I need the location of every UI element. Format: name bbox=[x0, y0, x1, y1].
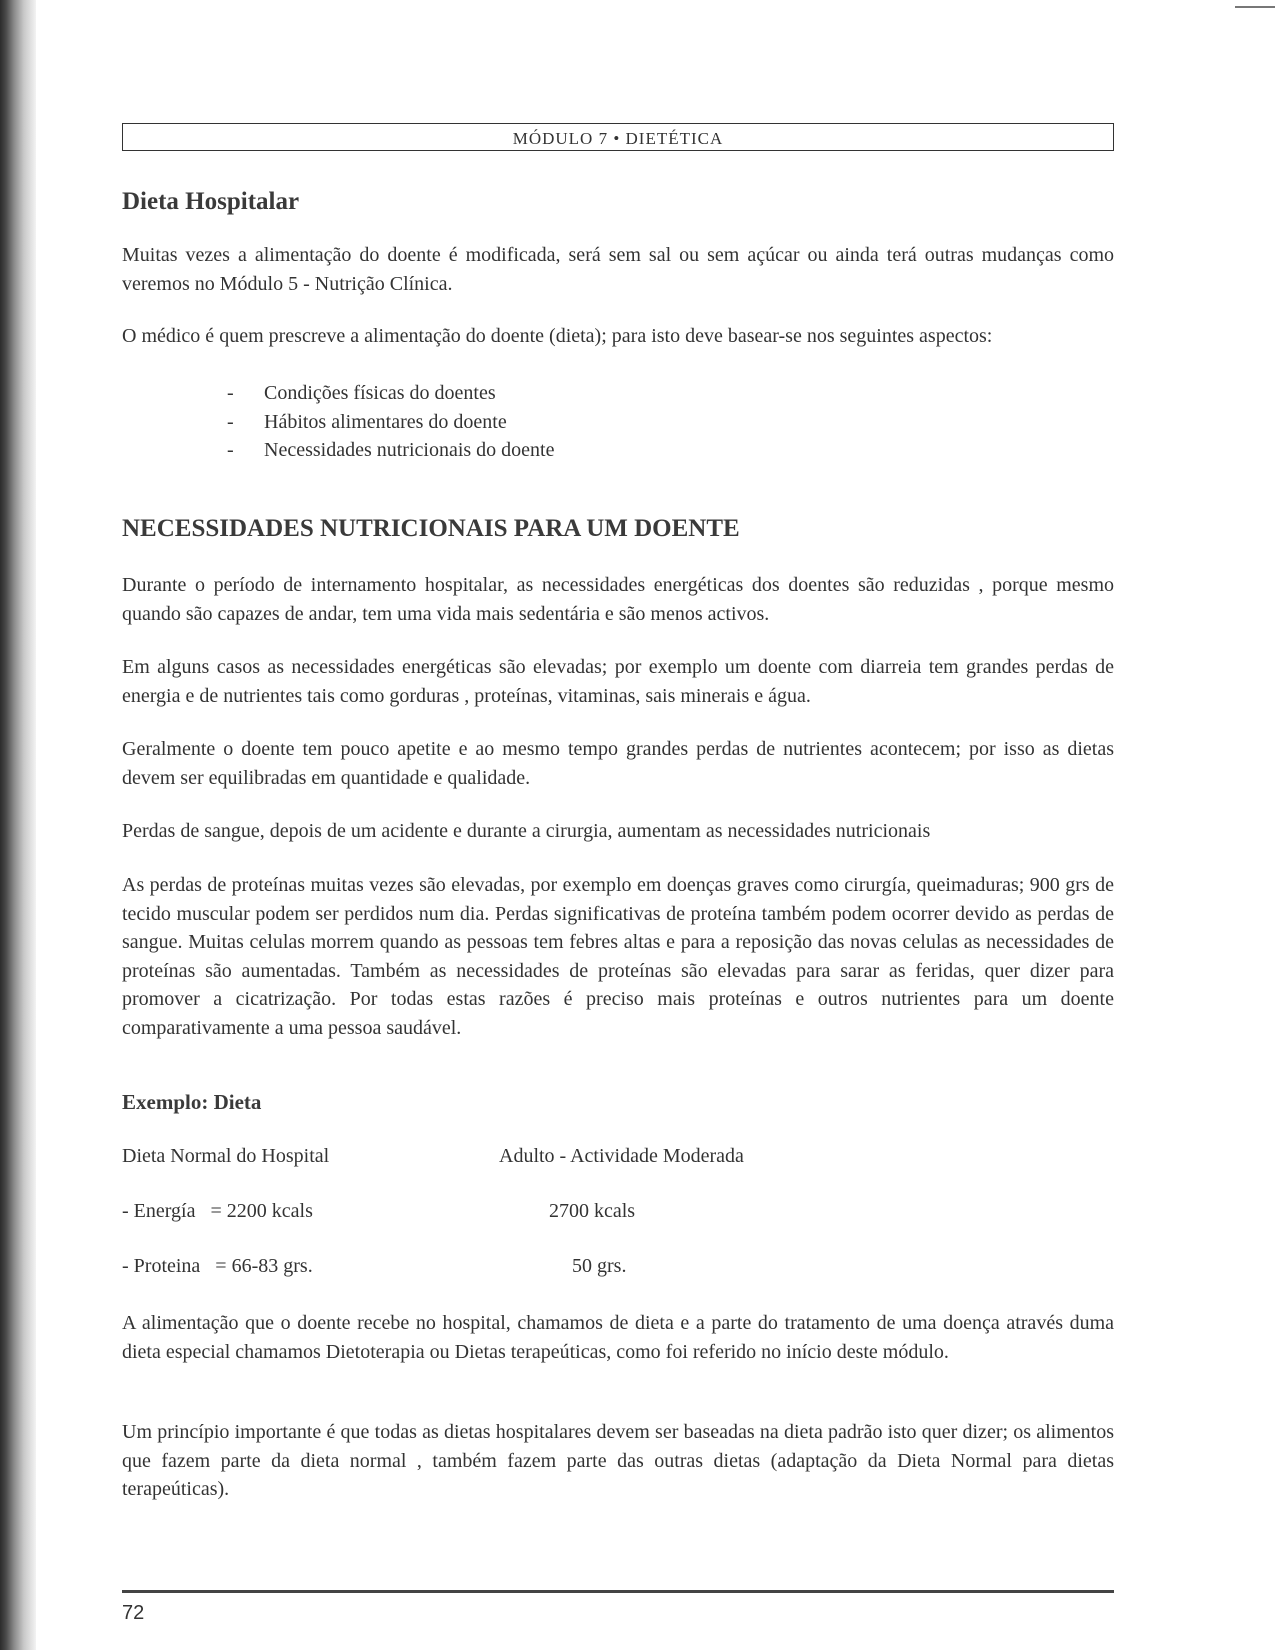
protein-value: 50 grs. bbox=[572, 1255, 627, 1277]
list-item: - Necessidades nutricionais do doente bbox=[227, 439, 555, 461]
paragraph: Perdas de sangue, depois de um acidente e durante a cirurgia, aumentam as necessidades nutricionais bbox=[122, 820, 931, 842]
module-title: MÓDULO 7 • DIETÉTICA bbox=[512, 129, 724, 148]
book-binding-shadow bbox=[0, 0, 36, 1650]
page-number: 72 bbox=[122, 1602, 145, 1624]
paragraph: Geralmente o doente tem pouco apetite e ao mesmo tempo grandes perdas de nutrientes acontecem; por isso as dietas devem ser equilibradas em quantidade e qualidade. bbox=[122, 738, 1114, 789]
example-title: Exemplo: Dieta bbox=[122, 1090, 262, 1114]
aspects-list bbox=[227, 379, 554, 465]
paragraph: Um princípio importante é que todas as dietas hospitalares devem ser baseadas na dieta padrão isto quer dizer; os alimentos que fazem parte da dieta normal , também fazem parte das outras dietas (adaptação da Dieta Normal para dietas terapeúticas). bbox=[122, 1421, 1114, 1500]
example-energy-row bbox=[122, 1200, 636, 1223]
corner-mark bbox=[1235, 6, 1275, 8]
paragraph: Durante o período de internamento hospitalar, as necessidades energéticas dos doentes são reduzidas , porque mesmo quando são capazes de andar, tem uma vida mais sedentária e são menos activos. bbox=[122, 574, 1114, 625]
section-title-dieta-hospitalar: Dieta Hospitalar bbox=[122, 188, 300, 215]
paragraph: O médico é quem prescreve a alimentação do doente (dieta); para isto deve basear-se nos seguintes aspectos: bbox=[122, 325, 993, 347]
example-header-row bbox=[122, 1145, 744, 1168]
footer-rule bbox=[122, 1590, 1114, 1593]
example-col1-header: Dieta Normal do Hospital bbox=[122, 1145, 330, 1167]
list-item: - Hábitos alimentares do doente bbox=[227, 410, 507, 433]
paragraph: As perdas de proteínas muitas vezes são elevadas, por exemplo em doenças graves como cirurgía, queimaduras; 900 grs de tecido muscular podem ser perdidos num dia. Perdas significativas de proteína também podem ocorrer devido as perdas de sangue. Muitas celulas morrem quando as pessoas tem febres altas e para a reposição das novas celulas as necessidades de proteínas são aumentadas. Também as necessidades de proteínas são elevadas para sarar as feridas, quer dizer para promover a cicatrização. Por todas estas razões é preciso mais proteínas e outros nutrientes para um doente comparativamente a uma pessoa saudável. bbox=[122, 874, 1114, 1039]
module-header-box bbox=[122, 123, 1114, 151]
example-col2-header: Adulto - Actividade Moderada bbox=[499, 1145, 744, 1167]
energy-value: 2700 kcals bbox=[549, 1200, 636, 1222]
paragraph: A alimentação que o doente recebe no hospital, chamamos de dieta e a parte do tratamento de uma doença através duma dieta especial chamamos Dietoterapia ou Dietas terapeúticas, como foi referido no início deste módulo. bbox=[122, 1312, 1114, 1363]
protein-label: - Proteina = 66-83 grs. bbox=[122, 1255, 313, 1277]
example-protein-row bbox=[122, 1255, 627, 1278]
section-title-necessidades: NECESSIDADES NUTRICIONAIS PARA UM DOENTE bbox=[122, 515, 740, 542]
list-item: - Condições físicas do doentes bbox=[227, 382, 496, 404]
energy-label: - Energía = 2200 kcals bbox=[122, 1200, 313, 1222]
paragraph: Muitas vezes a alimentação do doente é modificada, será sem sal ou sem açúcar ou ainda terá outras mudanças como veremos no Módulo 5 - Nutrição Clínica. bbox=[122, 244, 1114, 295]
paragraph: Em alguns casos as necessidades energéticas são elevadas; por exemplo um doente com diarreia tem grandes perdas de energia e de nutrientes tais como gorduras , proteínas, vitaminas, sais minerais e água. bbox=[122, 656, 1114, 707]
